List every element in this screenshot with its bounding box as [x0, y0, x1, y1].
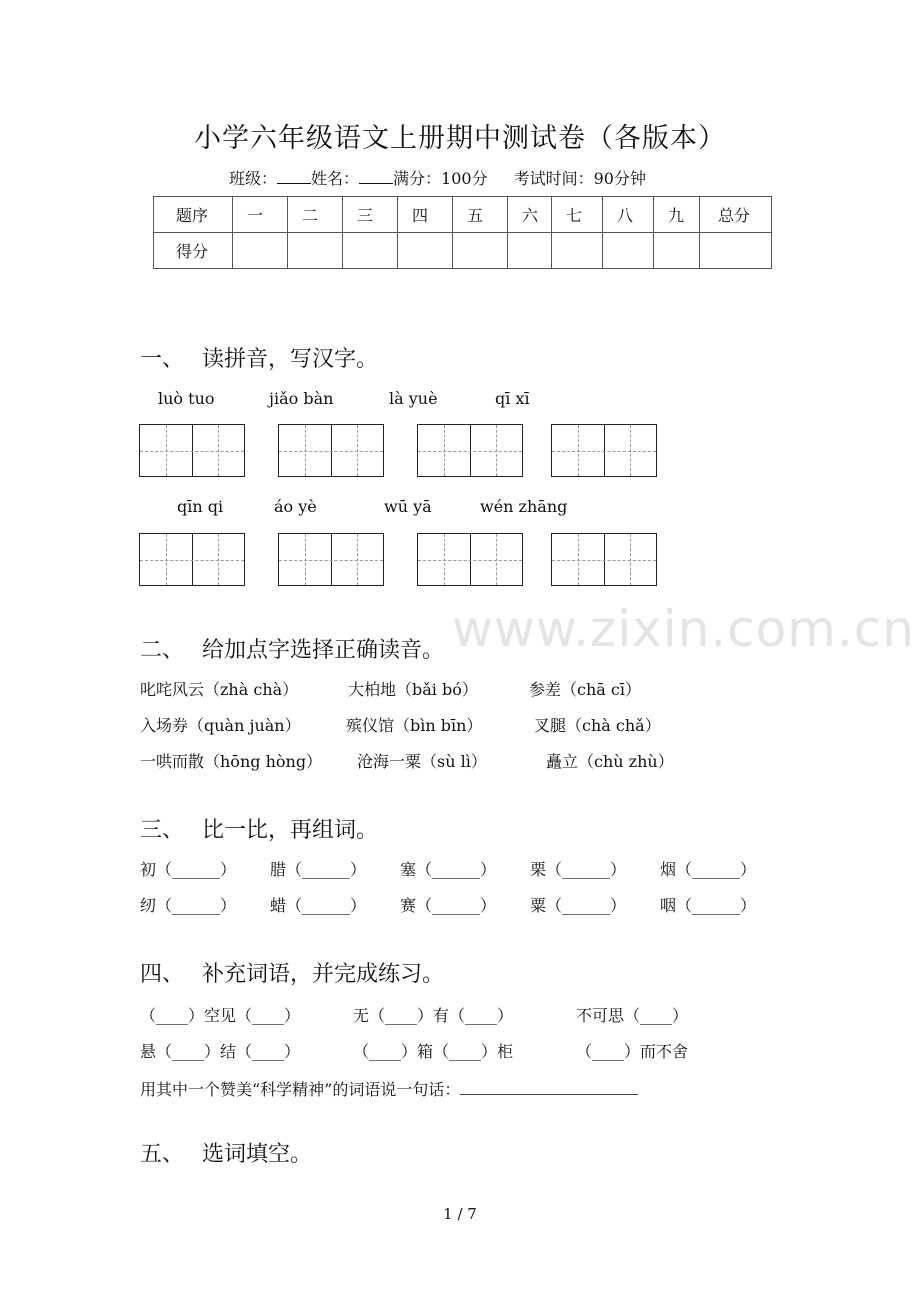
reading-item: 大柏地（bǎi bó）	[348, 680, 478, 699]
header-cell: 五	[453, 197, 508, 233]
reading-item: 参差（chā cī）	[529, 680, 641, 699]
reading-item: 入场券（quàn juàn）	[140, 716, 301, 735]
compare-item[interactable]: 赛（______）	[400, 896, 497, 915]
writing-grid[interactable]	[139, 533, 245, 586]
header-cell: 三	[343, 197, 398, 233]
section-number: 三、	[140, 818, 185, 843]
idiom-item[interactable]: （____）箱（____）柜	[353, 1042, 514, 1061]
idiom-item[interactable]: 无（____）有（____）	[353, 1006, 514, 1025]
writing-grid[interactable]	[278, 533, 384, 586]
compare-item[interactable]: 塞（______）	[400, 860, 497, 879]
section-number: 一、	[140, 347, 185, 372]
class-blank[interactable]	[277, 169, 311, 184]
name-label: 姓名：	[311, 169, 360, 188]
section-number: 五、	[140, 1142, 185, 1167]
idiom-item[interactable]: （____）而不舍	[576, 1042, 689, 1061]
pinyin: wū yā	[384, 497, 432, 516]
section-title: 补充词语，并完成练习。	[202, 962, 445, 987]
section-4-heading	[140, 957, 444, 988]
header-cell: 八	[603, 197, 654, 233]
header-cell: 六	[508, 197, 552, 233]
score-cell[interactable]	[343, 233, 398, 269]
compare-item[interactable]: 烟（______）	[660, 860, 757, 879]
reading-item: 叱咤风云（zhà chà）	[140, 680, 299, 699]
exam-time: 考试时间：90分钟	[513, 169, 646, 188]
score-cell[interactable]	[603, 233, 654, 269]
header-cell: 二	[288, 197, 343, 233]
reading-item: 一哄而散（hōng hòng）	[140, 752, 323, 771]
score-row-label: 得分	[154, 233, 233, 269]
page-number: 1 / 7	[443, 1205, 477, 1223]
header-cell: 题序	[154, 197, 233, 233]
section-title: 读拼音，写汉字。	[202, 347, 379, 372]
pinyin: wén zhāng	[480, 497, 568, 516]
name-blank[interactable]	[359, 169, 393, 184]
header-cell: 九	[654, 197, 700, 233]
score-cell[interactable]	[288, 233, 343, 269]
writing-grid[interactable]	[551, 533, 657, 586]
sentence-prompt	[140, 1077, 638, 1100]
score-row	[154, 233, 772, 269]
reading-item: 殡仪馆（bìn bīn）	[346, 716, 483, 735]
reading-item: 叉腿（chà chǎ）	[534, 716, 661, 735]
compare-item[interactable]: 蜡（______）	[270, 896, 367, 915]
idiom-item[interactable]: 悬（____）结（____）	[140, 1042, 301, 1061]
sentence-answer-line[interactable]	[460, 1080, 638, 1095]
sentence-label: 用其中一个赞美“科学精神”的词语说一句话：	[140, 1080, 461, 1099]
pinyin: áo yè	[274, 497, 317, 516]
compare-item[interactable]: 初（______）	[140, 860, 237, 879]
score-cell[interactable]	[508, 233, 552, 269]
score-cell[interactable]	[700, 233, 772, 269]
writing-grid[interactable]	[417, 424, 523, 477]
header-cell: 总分	[700, 197, 772, 233]
pinyin: jiǎo bàn	[269, 389, 334, 408]
writing-grid[interactable]	[551, 424, 657, 477]
page-title: 小学六年级语文上册期中测试卷（各版本）	[194, 123, 726, 154]
exam-info	[229, 166, 646, 189]
score-cell[interactable]	[552, 233, 603, 269]
pinyin: luò tuo	[158, 389, 215, 408]
writing-grid[interactable]	[278, 424, 384, 477]
idiom-item[interactable]: 不可思（____）	[576, 1006, 689, 1025]
score-cell[interactable]	[654, 233, 700, 269]
score-table	[153, 196, 772, 269]
full-score: 满分：100分	[393, 169, 488, 188]
idiom-item[interactable]: （____）空见（____）	[140, 1006, 301, 1025]
section-1-heading	[140, 342, 378, 373]
score-cell[interactable]	[398, 233, 453, 269]
compare-item[interactable]: 纫（______）	[140, 896, 237, 915]
pinyin: qī xī	[495, 389, 530, 408]
section-number: 四、	[140, 962, 185, 987]
compare-item[interactable]: 粟（______）	[530, 896, 627, 915]
pinyin: qīn qi	[177, 497, 224, 516]
header-cell: 一	[233, 197, 288, 233]
class-label: 班级：	[229, 169, 278, 188]
section-title: 比一比，再组词。	[202, 818, 379, 843]
reading-item: 沧海一粟（sù lì）	[357, 752, 487, 771]
compare-item[interactable]: 咽（______）	[660, 896, 757, 915]
pinyin: là yuè	[389, 389, 438, 408]
compare-item[interactable]: 栗（______）	[530, 860, 627, 879]
header-cell: 七	[552, 197, 603, 233]
section-title: 选词填空。	[202, 1142, 313, 1167]
compare-item[interactable]: 腊（______）	[270, 860, 367, 879]
section-5-heading	[140, 1137, 312, 1168]
section-number: 二、	[140, 638, 185, 663]
watermark: www.zixin.com.cn	[452, 600, 916, 658]
score-cell[interactable]	[453, 233, 508, 269]
writing-grid[interactable]	[417, 533, 523, 586]
writing-grid[interactable]	[139, 424, 245, 477]
section-title: 给加点字选择正确读音。	[202, 638, 445, 663]
score-cell[interactable]	[233, 233, 288, 269]
score-header-row	[154, 197, 772, 233]
header-cell: 四	[398, 197, 453, 233]
section-2-heading	[140, 633, 444, 664]
section-3-heading	[140, 813, 378, 844]
reading-item: 矗立（chù zhù）	[546, 752, 674, 771]
